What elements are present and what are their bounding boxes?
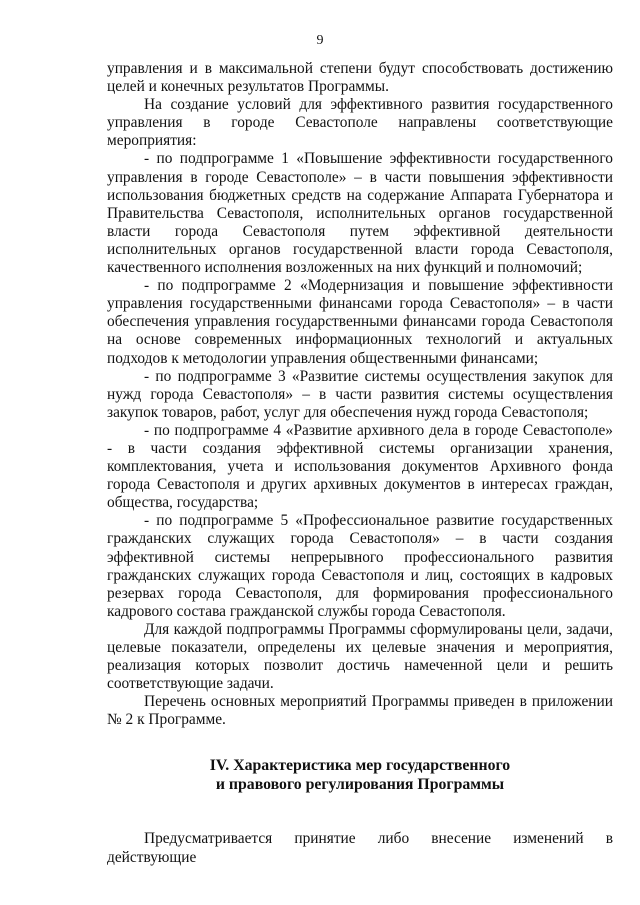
page-number: 9 xyxy=(316,33,324,48)
paragraph-subprogram-4: - по подпрограмме 4 «Развитие архивного дела в городе Севастополе» - в части создания эффективной системы организации хранения, комплектования, учета и использования документов Архивного фонда города Севастополя и других архивных документов в интересах граждан, общества, государства; xyxy=(107,421,613,512)
paragraph-subprogram-3: - по подпрограмме 3 «Развитие системы осуществления закупок для нужд города Севастополя» – в части развития системы осуществления закупок товаров, работ, услуг для обеспечения нужд города Севастополя; xyxy=(107,367,613,421)
paragraph-subprogram-2: - по подпрограмме 2 «Модернизация и повышение эффективности управления государственными финансами города Севастополя» – в части обеспечения управления государственными финансами города Севастополя на основе современных информационных технологий и актуальных подходов к методологии управления общественными финансами; xyxy=(107,277,613,367)
paragraph-appendix-reference: Перечень основных мероприятий Программы приведен в приложении № 2 к Программе. xyxy=(107,693,613,729)
paragraph-measures-lead: На создание условий для эффективного развития государственного управления в городе Севастополе направлены соответствующие мероприятия: xyxy=(107,96,613,150)
paragraph-goals: Для каждой подпрограммы Программы сформулированы цели, задачи, целевые показатели, определены их целевые значения и мероприятия, реализация которых позволит достичь намеченной цели и решить соответствующие задачи. xyxy=(107,620,613,693)
body-text xyxy=(107,60,613,867)
paragraph-intro: управления и в максимальной степени будут способствовать достижению целей и конечных результатов Программы. xyxy=(107,60,613,96)
section-heading-line-2: и правового регулирования Программы xyxy=(215,776,505,794)
paragraph-subprogram-1: - по подпрограмме 1 «Повышение эффективности государственного управления в городе Севастополе» – в части повышения эффективности использования бюджетных средств на содержание Аппарата Губернатора и Правительства Севастополя, исполнительных органов государственной власти города Севастополя путем эффективной деятельности исполнительных органов государственной власти города Севастополя, качественного исполнения возложенных на них функций и полномочий; xyxy=(107,150,613,277)
section-heading-line-1: IV. Характеристика мер государственного xyxy=(209,757,511,775)
section-heading xyxy=(107,756,613,794)
paragraph-subprogram-5: - по подпрограмме 5 «Профессиональное развитие государственных гражданских служащих города Севастополя» – в части создания эффективной системы непрерывного профессионального развития гражданских служащих города Севастополя и лиц, состоящих в кадровых резервах города Севастополя, для формирования профессионального кадрового состава гражданской службы города Севастополя. xyxy=(107,512,613,620)
paragraph-regulation: Предусматривается принятие либо внесение изменений в действующие xyxy=(107,830,613,866)
